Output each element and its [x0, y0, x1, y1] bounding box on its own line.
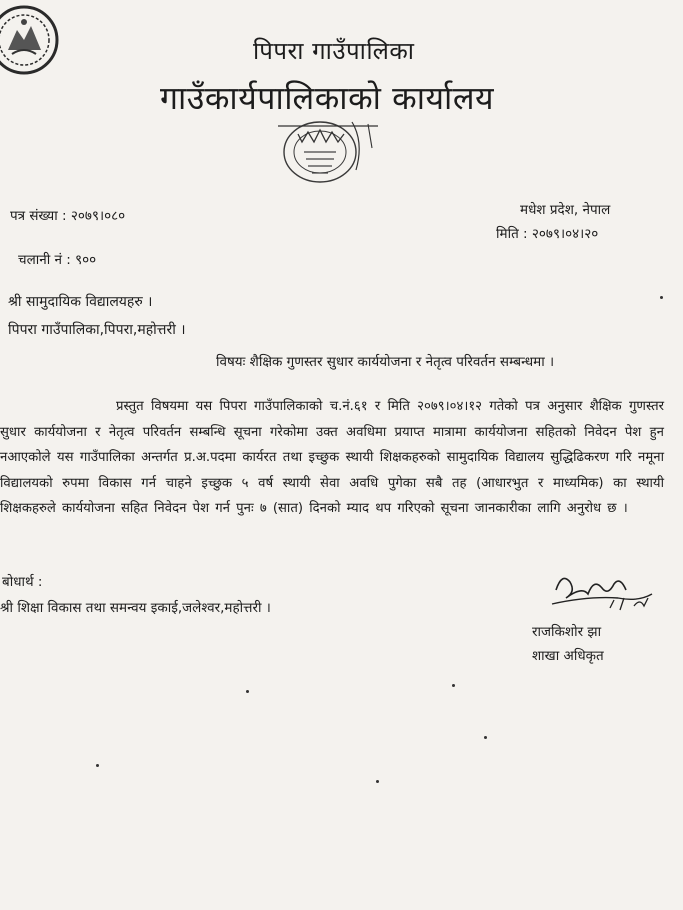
letter-subject: विषयः शैक्षिक गुणस्तर सुधार कार्ययोजना र नेतृत्व परिवर्तन सम्बन्धमा । [216, 354, 555, 370]
scan-speck [660, 296, 663, 299]
scan-speck [484, 736, 487, 739]
body-paragraph: प्रस्तुत विषयमा यस पिपरा गाउँपालिकाको च.नं.६१ र मिति २०७९।०४।१२ गतेको पत्र अनुसार शैक्षिक गुणस्तर सुधार कार्ययोजना र नेतृत्व परिवर्तन सम्बन्धि सूचना गरेकोमा उक्त अवधिमा प्रयाप्त मात्रामा कार्ययोजना सहितको निवेदन पेश हुन नआएकोले यस गाउँपालिका अन्तर्गत प्र.अ.पदमा कार्यरत तथा इच्छुक स्थायी शिक्षकहरुको सामुदायिक विद्यालय सुद्धिढिकरण गरि नमूना विद्यालयको रुपमा विकास गर्न चाहने इच्छुक ५ वर्ष स्थायी सेवा अवधि पुगेका सबै तह (आधारभुत र माध्यमिक) का स्थायी शिक्षकहरुले कार्ययोजना सहित निवेदन पेश गर्न पुनः ७ (सात) दिनको म्याद थप गरिएको सूचना जानकारीका लागि अनुरोध छ । [0, 399, 664, 516]
province-line: मधेश प्रदेश, नेपाल [520, 202, 611, 218]
government-emblem-logo [0, 2, 62, 78]
letter-number: पत्र संख्या : २०७९।०८० [10, 208, 126, 224]
scan-speck [452, 684, 455, 687]
recipient-line-1: श्री सामुदायिक विद्यालयहरु । [8, 294, 153, 310]
cc-line: श्री शिक्षा विकास तथा समन्वय इकाई,जलेश्वर,महोत्तरी । [0, 600, 271, 616]
scan-speck [96, 764, 99, 767]
dispatch-number: चलानी नं : ९०० [18, 252, 97, 268]
letter-body [0, 394, 664, 522]
signatory-name: राजकिशोर झा [532, 624, 602, 640]
scan-speck [246, 690, 249, 693]
recipient-line-2: पिपरा गाउँपालिका,पिपरा,महोत्तरी । [8, 322, 186, 338]
cc-label: बोधार्थ : [2, 574, 43, 590]
office-title: गाउँकार्यपालिकाको कार्यालय [160, 79, 495, 117]
signatory-designation: शाखा अधिकृत [532, 648, 604, 664]
municipality-name: पिपरा गाउँपालिका [253, 37, 415, 65]
handwritten-signature [548, 568, 660, 620]
official-stamp [268, 112, 386, 196]
letter-date: मिति : २०७९।०४।२० [496, 226, 599, 242]
scan-speck [376, 780, 379, 783]
